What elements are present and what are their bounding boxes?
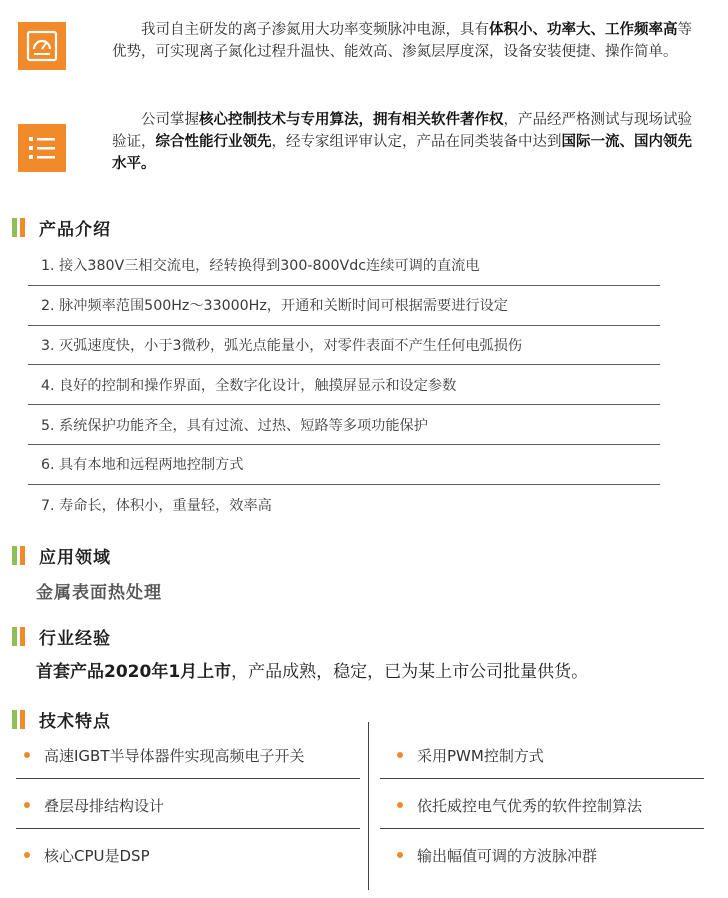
bullet-dot-icon [24, 752, 30, 758]
row-divider [380, 778, 704, 779]
experience-text: 首套产品2020年1月上市，产品成熟，稳定，已为某上市公司批量供货。 [36, 662, 589, 682]
list-item: 1. 接入380V三相交流电，经转换得到300-800Vdc连续可调的直流电 [28, 246, 660, 286]
gauge-icon [18, 22, 66, 70]
application-text: 金属表面热处理 [36, 583, 162, 603]
checklist-icon [18, 124, 66, 172]
section-title: 技术特点 [39, 711, 111, 732]
section-header-experience [12, 625, 111, 647]
tech-feature-item: 采用PWM控制方式 [397, 743, 544, 767]
section-bar-orange [20, 218, 25, 237]
tech-feature-item: 输出幅值可调的方波脉冲群 [397, 843, 597, 867]
bullet-dot-icon [24, 802, 30, 808]
tech-feature-item: 叠层母排结构设计 [24, 793, 164, 817]
section-bar-orange [20, 627, 25, 646]
intro-paragraph-2: 公司掌握核心控制技术与专用算法，拥有相关软件著作权，产品经严格测试与现场试验验证，综合性能行业领先，经专家组评审认定，产品在同类装备中达到国际一流、国内领先水平。 [112, 112, 692, 172]
row-divider [16, 778, 360, 779]
section-bar-orange [20, 546, 25, 565]
list-item: 6. 具有本地和远程两地控制方式 [28, 445, 660, 485]
section-bar-orange [20, 710, 25, 729]
section-bar-green [12, 546, 17, 565]
tech-feature-item: 高速IGBT半导体器件实现高频电子开关 [24, 743, 305, 767]
intro-paragraph-1: 我司自主研发的离子渗氮用大功率变频脉冲电源，具有体积小、功率大、工作频率高等优势，可实现离子氮化过程升温快、能效高、渗氮层厚度深，设备安装便捷、操作简单。 [112, 22, 692, 60]
list-item: 4. 良好的控制和操作界面，全数字化设计，触摸屏显示和设定参数 [28, 365, 660, 405]
bullet-dot-icon [397, 802, 403, 808]
tech-feature-item: 核心CPU是DSP [24, 843, 150, 867]
section-bar-green [12, 710, 17, 729]
section-header-application [12, 544, 111, 566]
tech-feature-item: 依托威控电气优秀的软件控制算法 [397, 793, 642, 817]
section-title: 产品介绍 [39, 219, 111, 240]
bullet-dot-icon [24, 852, 30, 858]
section-title: 行业经验 [39, 628, 111, 649]
list-item: 3. 灭弧速度快，小于3微秒，弧光点能量小，对零件表面不产生任何电弧损伤 [28, 326, 660, 366]
list-item: 5. 系统保护功能齐全，具有过流、过热、短路等多项功能保护 [28, 405, 660, 445]
column-divider [368, 722, 369, 890]
row-divider [380, 828, 704, 829]
list-item: 2. 脉冲频率范围500Hz～33000Hz，开通和关断时间可根据需要进行设定 [28, 286, 660, 326]
bullet-dot-icon [397, 752, 403, 758]
section-bar-green [12, 627, 17, 646]
product-feature-list [28, 246, 660, 525]
list-item: 7. 寿命长，体积小，重量轻，效率高 [41, 497, 272, 514]
row-divider [16, 828, 360, 829]
tech-features-grid [16, 728, 704, 888]
section-title: 应用领域 [39, 547, 111, 568]
section-bar-green [12, 218, 17, 237]
bullet-dot-icon [397, 852, 403, 858]
section-header-tech [12, 708, 111, 730]
section-header-product [12, 216, 111, 238]
